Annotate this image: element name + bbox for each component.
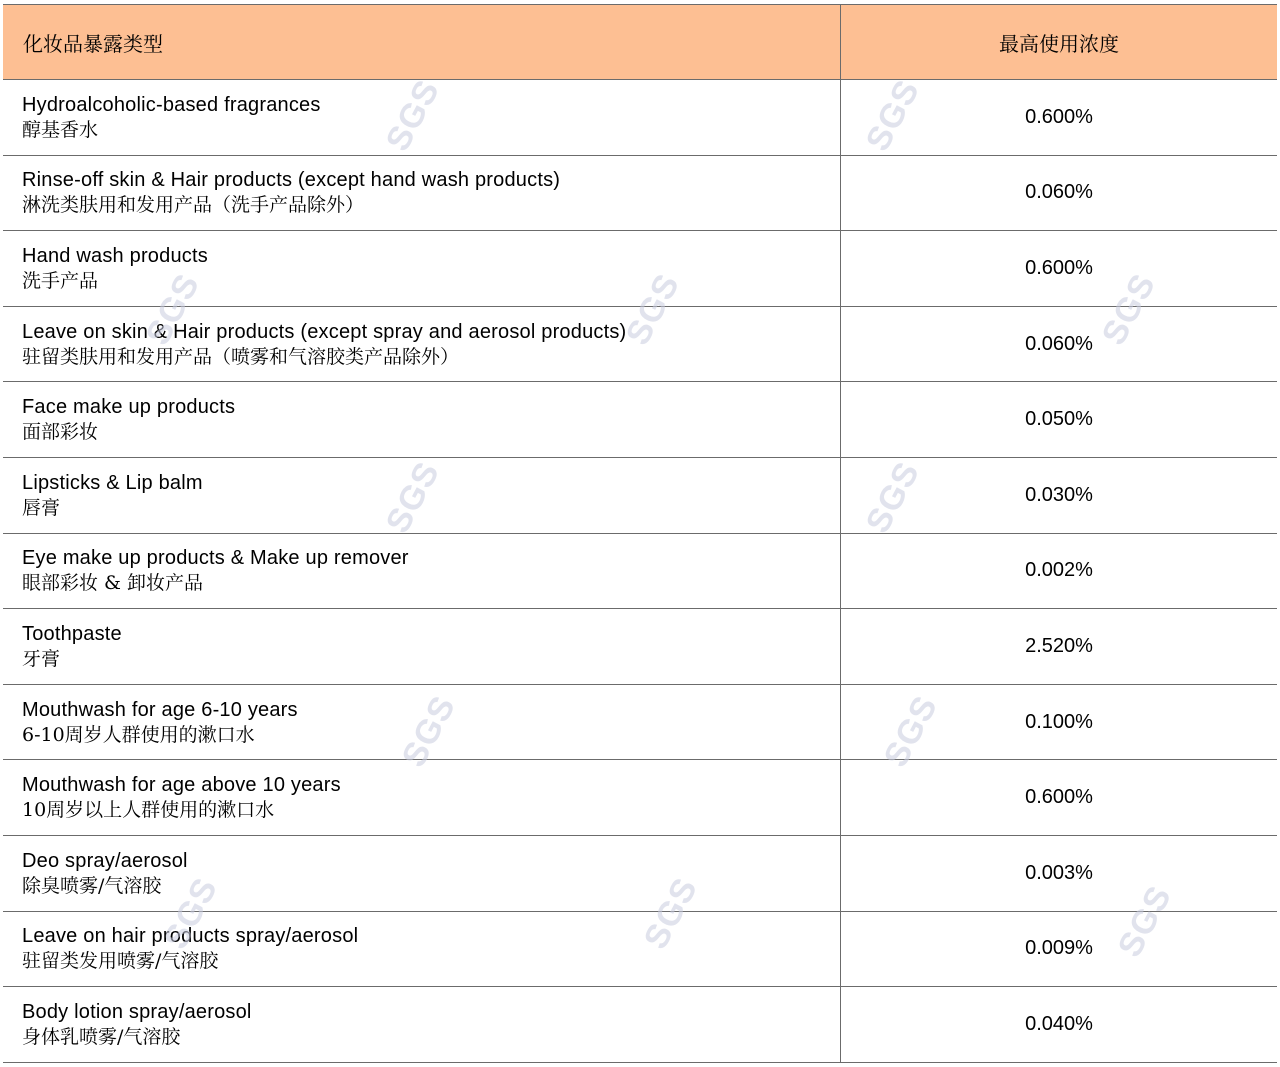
exposure-type-cell	[3, 987, 841, 1062]
exposure-type-cell	[3, 382, 841, 457]
exposure-type-cell	[3, 534, 841, 609]
exposure-type-zh: 驻留类发用喷雾/气溶胶	[22, 950, 219, 973]
exposure-type-zh: 除臭喷雾/气溶胶	[22, 874, 162, 897]
exposure-type-cell	[3, 231, 841, 306]
exposure-type-cell	[3, 685, 841, 760]
exposure-type-cell	[3, 912, 841, 987]
sgs-watermark-text: SGS	[138, 267, 208, 352]
exposure-type-cell	[3, 80, 841, 155]
sgs-watermark-text: SGS	[876, 689, 946, 774]
concentration-value: 0.030%	[1025, 483, 1093, 506]
concentration-value: 0.100%	[1025, 710, 1093, 733]
concentration-value: 0.040%	[1025, 1012, 1093, 1035]
exposure-type-en: Lipsticks & Lip balm	[22, 471, 203, 494]
concentration-value: 0.600%	[1025, 105, 1093, 128]
exposure-type-zh: 牙膏	[22, 647, 61, 670]
exposure-type-en: Deo spray/aerosol	[22, 849, 188, 872]
table-row	[3, 382, 1277, 458]
exposure-type-en: Mouthwash for age 6-10 years	[22, 698, 298, 721]
exposure-type-zh: 淋洗类肤用和发用产品（洗手产品除外）	[22, 194, 365, 217]
table-row	[3, 231, 1277, 307]
exposure-type-zh: 醇基香水	[22, 118, 99, 141]
table-row	[3, 156, 1277, 232]
exposure-type-zh: 唇膏	[22, 496, 61, 519]
exposure-type-en: Toothpaste	[22, 622, 122, 645]
table-row	[3, 458, 1277, 534]
table-header	[3, 4, 1277, 80]
header-exposure-type: 化妆品暴露类型	[3, 5, 841, 79]
exposure-type-cell	[3, 458, 841, 533]
table-row	[3, 912, 1277, 988]
sgs-watermark-text: SGS	[378, 455, 448, 540]
concentration-value: 0.060%	[1025, 181, 1093, 204]
concentration-value: 0.050%	[1025, 408, 1093, 431]
sgs-watermark-text: SGS	[394, 689, 464, 774]
exposure-type-en: Leave on skin & Hair products (except spray and aerosol products)	[22, 320, 627, 343]
exposure-type-zh: 驻留类肤用和发用产品（喷雾和气溶胶类产品除外）	[22, 345, 460, 368]
concentration-value: 0.600%	[1025, 786, 1093, 809]
table-row	[3, 760, 1277, 836]
exposure-type-cell	[3, 156, 841, 231]
exposure-type-zh: 眼部彩妆 & 卸妆产品	[22, 572, 203, 595]
exposure-type-zh: 洗手产品	[22, 269, 99, 292]
table-row	[3, 80, 1277, 156]
exposure-type-en: Rinse-off skin & Hair products (except hand wash products)	[22, 169, 561, 192]
sgs-watermark-text: SGS	[858, 455, 928, 540]
concentration-value: 0.600%	[1025, 256, 1093, 279]
table-row	[3, 836, 1277, 912]
exposure-type-zh: 身体乳喷雾/气溶胶	[22, 1025, 181, 1048]
exposure-type-en: Hydroalcoholic-based fragrances	[22, 93, 321, 116]
exposure-type-zh: 面部彩妆	[22, 421, 99, 444]
exposure-type-cell	[3, 307, 841, 382]
table-row	[3, 307, 1277, 383]
table-row	[3, 534, 1277, 610]
concentration-value: 2.520%	[1025, 634, 1093, 657]
sgs-watermark-text: SGS	[858, 73, 928, 158]
exposure-type-en: Leave on hair products spray/aerosol	[22, 925, 359, 948]
exposure-type-en: Body lotion spray/aerosol	[22, 1000, 252, 1023]
exposure-type-cell	[3, 836, 841, 911]
table-row	[3, 685, 1277, 761]
sgs-watermark-text: SGS	[1094, 267, 1164, 352]
exposure-type-en: Face make up products	[22, 396, 236, 419]
concentration-value: 0.060%	[1025, 332, 1093, 355]
exposure-type-en: Mouthwash for age above 10 years	[22, 774, 341, 797]
exposure-type-cell	[3, 609, 841, 684]
table-row	[3, 609, 1277, 685]
concentration-table	[3, 4, 1277, 1063]
sgs-watermark-text: SGS	[156, 871, 226, 956]
exposure-type-cell	[3, 760, 841, 835]
concentration-value: 0.009%	[1025, 937, 1093, 960]
sgs-watermark-text: SGS	[618, 267, 688, 352]
exposure-type-en: Eye make up products & Make up remover	[22, 547, 409, 570]
header-max-concentration: 最高使用浓度	[999, 31, 1119, 56]
sgs-watermark-text: SGS	[636, 871, 706, 956]
sgs-watermark-text: SGS	[1110, 879, 1180, 964]
table-row	[3, 987, 1277, 1063]
exposure-type-en: Hand wash products	[22, 244, 208, 267]
exposure-type-zh: 6-10周岁人群使用的漱口水	[22, 723, 255, 746]
exposure-type-zh: 10周岁以上人群使用的漱口水	[22, 799, 275, 822]
concentration-value: 0.003%	[1025, 861, 1093, 884]
sgs-watermark-text: SGS	[378, 73, 448, 158]
concentration-value: 0.002%	[1025, 559, 1093, 582]
